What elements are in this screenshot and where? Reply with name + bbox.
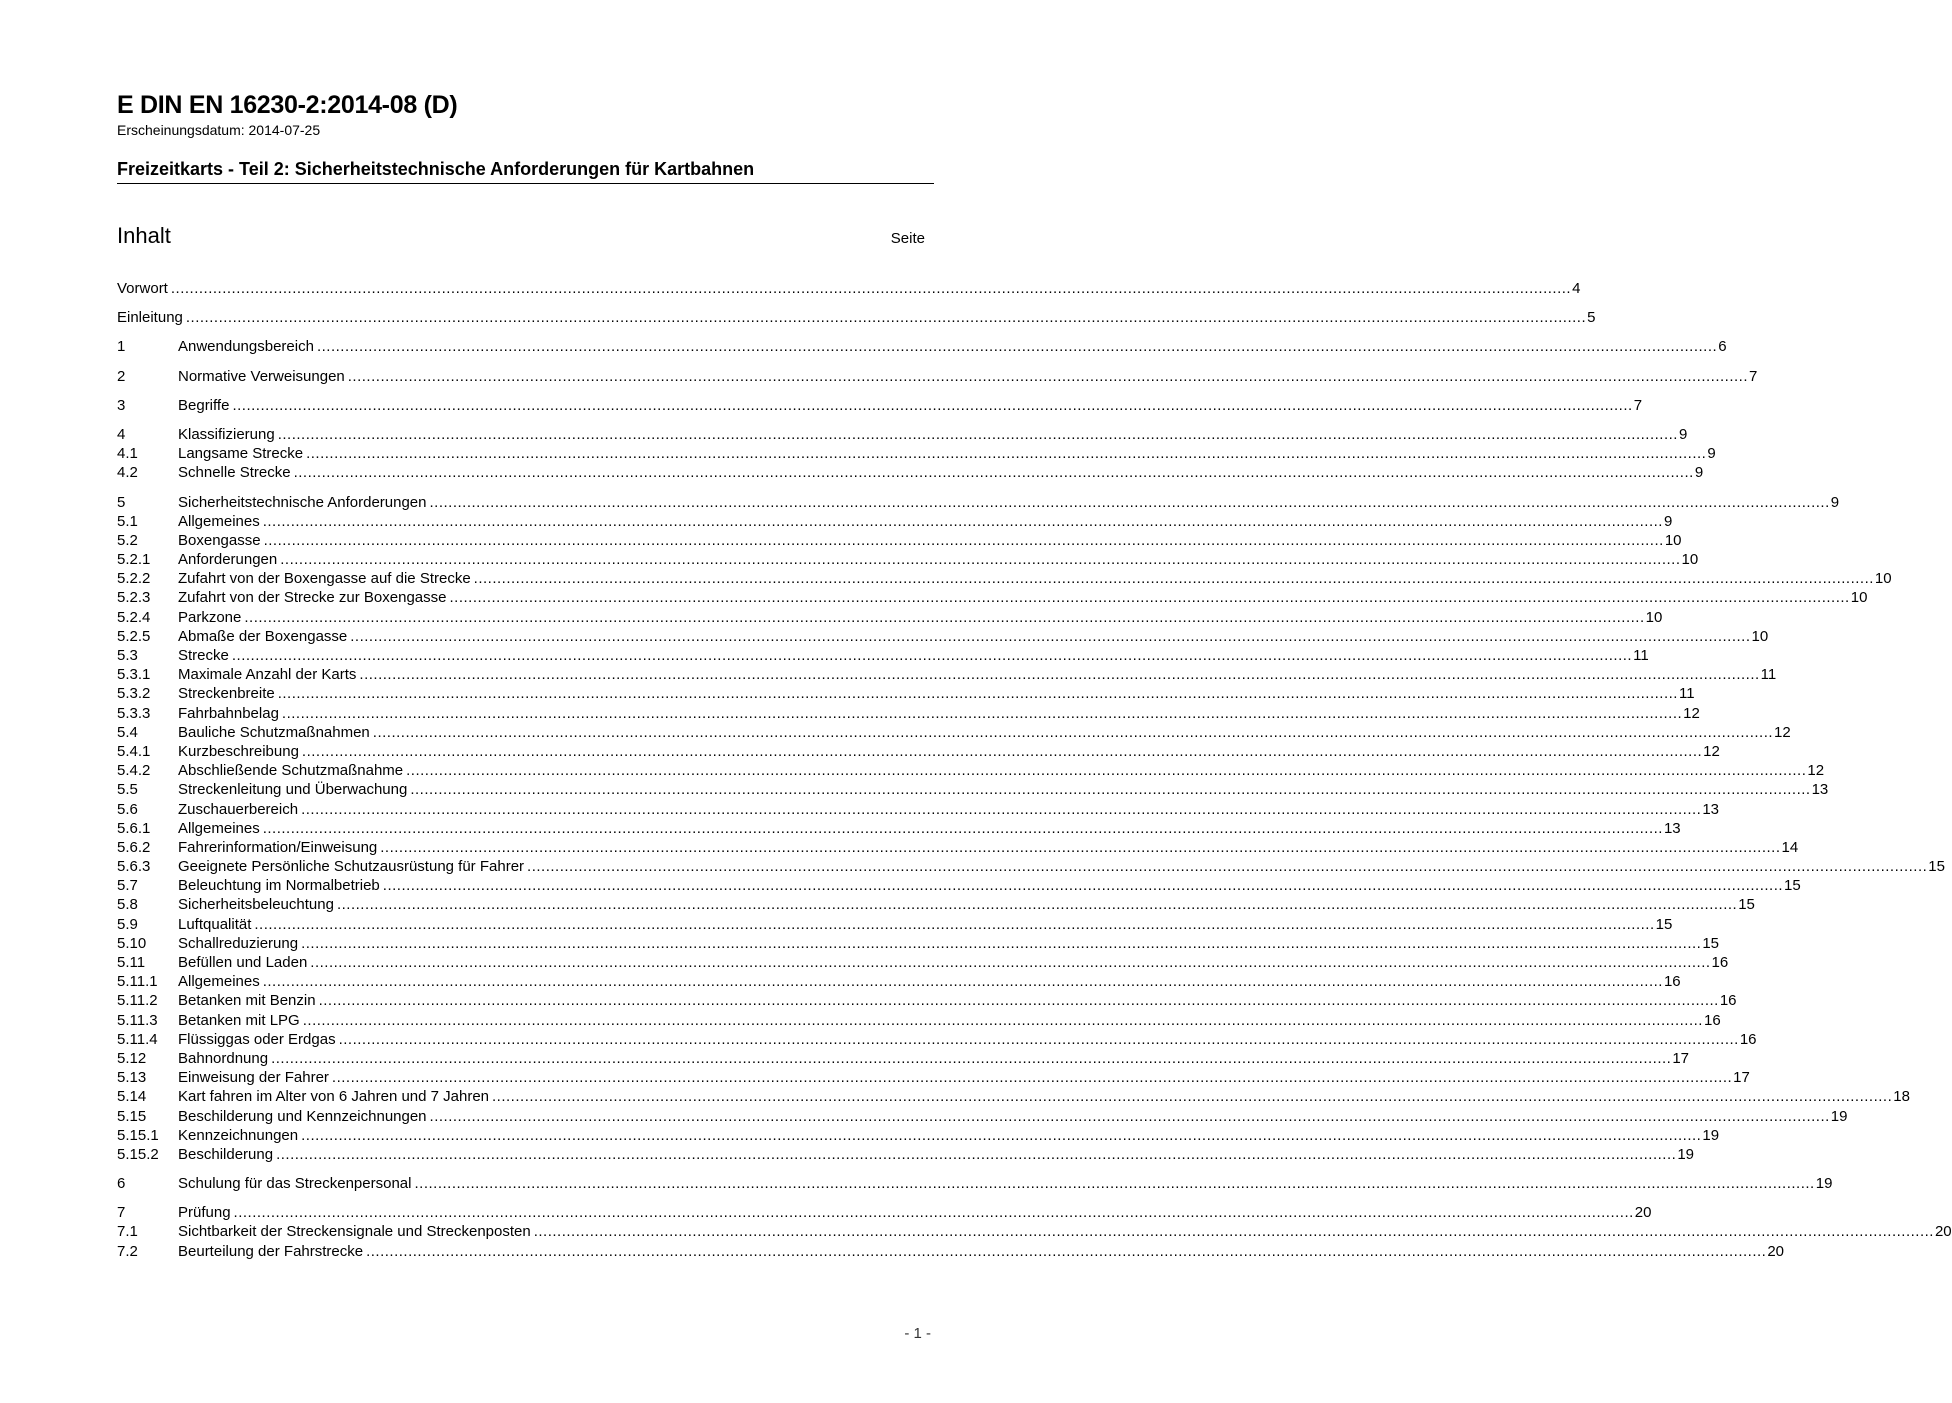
toc-entry-number: 5.2.4 bbox=[117, 608, 151, 626]
toc-entry[interactable] bbox=[117, 531, 1682, 550]
toc-entry-title: Maximale Anzahl der Karts bbox=[178, 666, 357, 684]
toc-entry[interactable] bbox=[117, 1030, 1757, 1049]
page-number: - 1 - bbox=[904, 1325, 931, 1342]
toc-entry-page: 20 bbox=[1767, 1242, 1785, 1260]
dot-leader: ............................................................................................................................................................................................................................................................................................................ bbox=[277, 685, 1678, 703]
toc-entry-title: Zufahrt von der Strecke zur Boxengasse bbox=[178, 589, 447, 607]
toc-entry-title: Begriffe bbox=[178, 396, 230, 414]
toc-entry[interactable] bbox=[117, 915, 1673, 934]
dot-leader: ............................................................................................................................................................................................................................................................................................................ bbox=[244, 608, 1645, 626]
toc-entry-title: Fahrbahnbelag bbox=[178, 704, 279, 722]
dot-leader: ............................................................................................................................................................................................................................................................................................................ bbox=[350, 627, 1751, 645]
toc-entry-title: Kurzbeschreibung bbox=[178, 742, 299, 760]
toc-entry-number: 7.1 bbox=[117, 1223, 138, 1241]
toc-entry[interactable] bbox=[117, 308, 1596, 327]
toc-entry-page: 11 bbox=[1760, 666, 1777, 684]
dot-leader: ............................................................................................................................................................................................................................................................................................................ bbox=[170, 280, 1572, 297]
toc-entry-page: 10 bbox=[1645, 608, 1663, 626]
toc-entry-title: Befüllen und Laden bbox=[178, 954, 308, 971]
toc-entry-page: 20 bbox=[1634, 1204, 1652, 1222]
table-of-contents bbox=[117, 279, 1952, 1271]
toc-entry-page: 4 bbox=[1572, 280, 1581, 297]
toc-entry-title: Anforderungen bbox=[178, 551, 278, 569]
toc-entry-page: 12 bbox=[1683, 704, 1700, 722]
toc-entry-number: 5.12 bbox=[117, 1049, 147, 1067]
toc-group bbox=[117, 425, 1716, 483]
dot-leader: ............................................................................................................................................................................................................................................................................................................ bbox=[293, 464, 1694, 482]
publication-date: Erscheinungsdatum: 2014-07-25 bbox=[117, 122, 321, 138]
toc-entry[interactable] bbox=[117, 1222, 1952, 1241]
toc-entry[interactable] bbox=[117, 934, 1720, 953]
toc-entry-title: Vorwort bbox=[117, 280, 168, 297]
toc-entry-title: Zuschauerbereich bbox=[178, 800, 299, 818]
dot-leader: ............................................................................................................................................................................................................................................................................................................ bbox=[316, 338, 1718, 356]
toc-entry-title: Sicherheitsbeleuchtung bbox=[178, 896, 334, 914]
toc-entry[interactable] bbox=[117, 684, 1695, 703]
toc-entry-title: Allgemeines bbox=[178, 512, 260, 530]
dot-leader: ............................................................................................................................................................................................................................................................................................................ bbox=[301, 1126, 1702, 1144]
toc-entry-number: 5.11.4 bbox=[117, 1030, 158, 1048]
toc-group bbox=[117, 1203, 1952, 1261]
dot-leader: ............................................................................................................................................................................................................................................................................................................ bbox=[301, 800, 1702, 818]
toc-entry[interactable] bbox=[117, 838, 1799, 857]
dot-leader: ............................................................................................................................................................................................................................................................................................................ bbox=[347, 367, 1749, 385]
toc-entry-page: 5 bbox=[1587, 309, 1596, 327]
toc-entry[interactable] bbox=[117, 337, 1727, 356]
toc-entry-title: Klassifizierung bbox=[178, 425, 275, 443]
toc-entry[interactable] bbox=[117, 800, 1720, 819]
toc-entry-number: 7.2 bbox=[117, 1242, 138, 1260]
toc-entry[interactable] bbox=[117, 1087, 1910, 1106]
dot-leader: ............................................................................................................................................................................................................................................................................................................ bbox=[338, 1030, 1739, 1048]
dot-leader: ............................................................................................................................................................................................................................................................................................................ bbox=[262, 512, 1663, 530]
dot-leader: ............................................................................................................................................................................................................................................................................................................ bbox=[301, 934, 1702, 952]
toc-entry[interactable] bbox=[117, 463, 1704, 482]
toc-entry-title: Betanken mit LPG bbox=[178, 1011, 300, 1029]
dot-leader: ............................................................................................................................................................................................................................................................................................................ bbox=[232, 396, 1633, 414]
toc-entry[interactable] bbox=[117, 1203, 1652, 1222]
dot-leader: ............................................................................................................................................................................................................................................................................................................ bbox=[318, 992, 1719, 1010]
dot-leader: ............................................................................................................................................................................................................................................................................................................ bbox=[473, 570, 1874, 588]
toc-entry-number: 7 bbox=[117, 1204, 126, 1222]
toc-entry-title: Strecke bbox=[178, 647, 229, 664]
dot-leader: ............................................................................................................................................................................................................................................................................................................ bbox=[263, 531, 1664, 549]
dot-leader: ............................................................................................................................................................................................................................................................................................................ bbox=[277, 425, 1678, 443]
toc-entry-title: Abschließende Schutzmaßnahme bbox=[178, 762, 404, 780]
dot-leader: ............................................................................................................................................................................................................................................................................................................ bbox=[527, 858, 1928, 876]
toc-entry[interactable] bbox=[117, 1174, 1833, 1193]
toc-entry-title: Beschilderung bbox=[178, 1145, 274, 1163]
toc-entry-number: 5.6.2 bbox=[117, 838, 151, 856]
toc-entry[interactable] bbox=[117, 1049, 1690, 1068]
toc-entry-number: 5.4.1 bbox=[117, 742, 151, 760]
toc-entry-number: 5.11.1 bbox=[117, 973, 158, 991]
dot-leader: ............................................................................................................................................................................................................................................................................................................ bbox=[336, 896, 1738, 914]
toc-entry-title: Kennzeichnungen bbox=[178, 1126, 299, 1144]
toc-entry-title: Boxengasse bbox=[178, 531, 261, 549]
toc-entry-page: 7 bbox=[1749, 367, 1758, 385]
dot-leader: ............................................................................................................................................................................................................................................................................................................ bbox=[310, 954, 1711, 971]
toc-entry-page: 15 bbox=[1928, 858, 1945, 876]
toc-entry-page: 13 bbox=[1702, 800, 1720, 818]
toc-entry-page: 12 bbox=[1774, 723, 1791, 741]
dot-leader: ............................................................................................................................................................................................................................................................................................................ bbox=[414, 1175, 1815, 1193]
toc-entry-title: Streckenbreite bbox=[178, 685, 275, 703]
toc-entry-title: Streckenleitung und Überwachung bbox=[178, 781, 408, 799]
toc-entry-title: Bahnordnung bbox=[178, 1049, 269, 1067]
dot-leader: ............................................................................................................................................................................................................................................................................................................ bbox=[231, 647, 1633, 664]
toc-entry-number: 5.2.2 bbox=[117, 570, 151, 588]
toc-entry-title: Luftqualität bbox=[178, 915, 252, 933]
toc-entry-number: 5.2.5 bbox=[117, 627, 151, 645]
toc-entry-page: 15 bbox=[1738, 896, 1755, 914]
toc-entry-page: 15 bbox=[1784, 877, 1801, 895]
dot-leader: ............................................................................................................................................................................................................................................................................................................ bbox=[185, 309, 1587, 327]
toc-entry-number: 5.15.2 bbox=[117, 1145, 159, 1163]
toc-entry-page: 15 bbox=[1702, 934, 1720, 952]
toc-entry[interactable] bbox=[117, 991, 1737, 1010]
dot-leader: ............................................................................................................................................................................................................................................................................................................ bbox=[366, 1242, 1767, 1260]
toc-group bbox=[117, 308, 1596, 327]
toc-entry[interactable] bbox=[117, 761, 1825, 780]
toc-entry-page: 6 bbox=[1718, 338, 1727, 356]
toc-entry-title: Allgemeines bbox=[178, 819, 260, 837]
toc-group bbox=[117, 367, 1758, 386]
document-subtitle: Freizeitkarts - Teil 2: Sicherheitstechnische Anforderungen für Kartbahnen bbox=[117, 159, 934, 184]
toc-entry-page: 9 bbox=[1663, 512, 1673, 530]
toc-entry-page: 13 bbox=[1811, 781, 1829, 799]
toc-entry-number: 5.3.1 bbox=[117, 666, 151, 684]
toc-entry-title: Sicherheitstechnische Anforderungen bbox=[178, 493, 427, 511]
toc-entry-number: 1 bbox=[117, 338, 126, 356]
toc-entry-number: 5.15 bbox=[117, 1107, 147, 1125]
toc-entry-page: 10 bbox=[1664, 531, 1682, 549]
toc-entry-page: 19 bbox=[1815, 1175, 1833, 1193]
toc-entry[interactable] bbox=[117, 493, 1840, 512]
page-column-label: Seite bbox=[890, 230, 925, 247]
toc-entry-number: 5.3.3 bbox=[117, 704, 151, 722]
toc-entry-number: 5.4.2 bbox=[117, 762, 151, 780]
toc-entry-page: 10 bbox=[1751, 627, 1769, 645]
toc-entry[interactable] bbox=[117, 1068, 1750, 1087]
toc-entry[interactable] bbox=[117, 550, 1699, 569]
toc-entry-number: 4 bbox=[117, 425, 126, 443]
toc-entry-page: 11 bbox=[1678, 685, 1695, 703]
toc-entry-page: 10 bbox=[1850, 589, 1868, 607]
toc-entry[interactable] bbox=[117, 876, 1801, 895]
toc-entry[interactable] bbox=[117, 704, 1700, 723]
toc-entry[interactable] bbox=[117, 608, 1663, 627]
toc-entry[interactable] bbox=[117, 646, 1649, 665]
toc-group bbox=[117, 396, 1643, 415]
toc-entry-number: 6 bbox=[117, 1175, 126, 1193]
toc-entry-number: 5 bbox=[117, 493, 126, 511]
toc-entry-number: 2 bbox=[117, 367, 126, 385]
toc-entry-title: Fahrerinformation/Einweisung bbox=[178, 838, 378, 856]
toc-entry[interactable] bbox=[117, 723, 1791, 742]
toc-entry[interactable] bbox=[117, 1011, 1721, 1030]
dot-leader: ............................................................................................................................................................................................................................................................................................................ bbox=[306, 445, 1707, 463]
toc-entry-number: 5.1 bbox=[117, 512, 138, 530]
toc-entry-number: 5.6.3 bbox=[117, 858, 151, 876]
toc-entry-title: Allgemeines bbox=[178, 973, 260, 991]
toc-entry[interactable] bbox=[117, 1145, 1694, 1164]
toc-entry-page: 10 bbox=[1874, 570, 1892, 588]
toc-entry-title: Bauliche Schutzmaßnahmen bbox=[178, 723, 370, 741]
dot-leader: ............................................................................................................................................................................................................................................................................................................ bbox=[262, 973, 1663, 991]
toc-entry-page: 20 bbox=[1934, 1223, 1952, 1241]
toc-entry-title: Betanken mit Benzin bbox=[178, 992, 316, 1010]
toc-entry[interactable] bbox=[117, 1242, 1785, 1261]
toc-entry[interactable] bbox=[117, 279, 1581, 298]
toc-entry-page: 16 bbox=[1703, 1011, 1721, 1029]
toc-entry-title: Einleitung bbox=[117, 309, 183, 327]
toc-entry-title: Schulung für das Streckenpersonal bbox=[178, 1175, 412, 1193]
toc-group bbox=[117, 1174, 1833, 1193]
toc-entry-number: 5.2.3 bbox=[117, 589, 151, 607]
toc-entry[interactable] bbox=[117, 780, 1829, 799]
dot-leader: ............................................................................................................................................................................................................................................................................................................ bbox=[380, 838, 1781, 856]
dot-leader: ............................................................................................................................................................................................................................................................................................................ bbox=[449, 589, 1850, 607]
toc-entry-number: 5.11.2 bbox=[117, 992, 158, 1010]
toc-entry[interactable] bbox=[117, 1126, 1720, 1145]
dot-leader: ............................................................................................................................................................................................................................................................................................................ bbox=[429, 493, 1830, 511]
dot-leader: ............................................................................................................................................................................................................................................................................................................ bbox=[281, 704, 1683, 722]
dot-leader: ............................................................................................................................................................................................................................................................................................................ bbox=[262, 819, 1663, 837]
dot-leader: ............................................................................................................................................................................................................................................................................................................ bbox=[382, 877, 1784, 895]
toc-entry-page: 9 bbox=[1678, 425, 1688, 443]
toc-entry-number: 5.4 bbox=[117, 723, 138, 741]
toc-entry-page: 12 bbox=[1807, 762, 1825, 780]
toc-entry-page: 9 bbox=[1694, 464, 1704, 482]
toc-heading: Inhalt bbox=[117, 223, 171, 248]
toc-entry-title: Zufahrt von der Boxengasse auf die Strecke bbox=[178, 570, 471, 588]
toc-entry-number: 5.2 bbox=[117, 531, 138, 549]
toc-entry[interactable] bbox=[117, 972, 1681, 991]
toc-entry-title: Anwendungsbereich bbox=[178, 338, 314, 356]
dot-leader: ............................................................................................................................................................................................................................................................................................................ bbox=[359, 666, 1760, 684]
toc-entry[interactable] bbox=[117, 1107, 1848, 1126]
toc-entry-number: 5.11.3 bbox=[117, 1011, 158, 1029]
toc-entry-page: 19 bbox=[1702, 1126, 1720, 1144]
dot-leader: ............................................................................................................................................................................................................................................................................................................ bbox=[280, 551, 1681, 569]
toc-entry-number: 5.3.2 bbox=[117, 685, 151, 703]
toc-entry-page: 14 bbox=[1781, 838, 1799, 856]
toc-entry-number: 5.2.1 bbox=[117, 551, 151, 569]
toc-entry-page: 11 bbox=[1633, 647, 1649, 664]
toc-entry-number: 5.7 bbox=[117, 877, 138, 895]
toc-entry-number: 5.10 bbox=[117, 934, 147, 952]
toc-group bbox=[117, 493, 1945, 1165]
toc-entry-page: 19 bbox=[1830, 1107, 1848, 1125]
toc-entry-page: 9 bbox=[1707, 445, 1716, 463]
toc-entry[interactable] bbox=[117, 953, 1729, 972]
toc-entry[interactable] bbox=[117, 895, 1755, 914]
toc-entry-page: 16 bbox=[1663, 973, 1681, 991]
toc-entry-title: Langsame Strecke bbox=[178, 445, 304, 463]
toc-entry[interactable] bbox=[117, 742, 1720, 761]
toc-entry[interactable] bbox=[117, 569, 1892, 588]
dot-leader: ............................................................................................................................................................................................................................................................................................................ bbox=[233, 1204, 1634, 1222]
toc-entry-page: 7 bbox=[1633, 396, 1643, 414]
toc-entry-number: 4.1 bbox=[117, 445, 138, 463]
toc-entry-number: 5.3 bbox=[117, 647, 138, 664]
dot-leader: ............................................................................................................................................................................................................................................................................................................ bbox=[301, 742, 1703, 760]
toc-entry-number: 5.14 bbox=[117, 1088, 147, 1106]
toc-entry-number: 5.6.1 bbox=[117, 819, 151, 837]
toc-entry-page: 16 bbox=[1711, 954, 1729, 971]
toc-entry-page: 18 bbox=[1893, 1088, 1910, 1106]
toc-entry[interactable] bbox=[117, 444, 1716, 463]
toc-entry-page: 17 bbox=[1672, 1049, 1690, 1067]
dot-leader: ............................................................................................................................................................................................................................................................................................................ bbox=[331, 1069, 1733, 1087]
toc-entry-title: Abmaße der Boxengasse bbox=[178, 627, 348, 645]
toc-entry-number: 5.13 bbox=[117, 1069, 147, 1087]
toc-entry-page: 16 bbox=[1719, 992, 1737, 1010]
toc-entry-number: 5.5 bbox=[117, 781, 138, 799]
toc-entry[interactable] bbox=[117, 396, 1643, 415]
toc-entry-title: Prüfung bbox=[178, 1204, 231, 1222]
toc-entry-title: Einweisung der Fahrer bbox=[178, 1069, 329, 1087]
document-id: E DIN EN 16230-2:2014-08 (D) bbox=[117, 91, 458, 119]
toc-entry[interactable] bbox=[117, 367, 1758, 386]
dot-leader: ............................................................................................................................................................................................................................................................................................................ bbox=[429, 1107, 1830, 1125]
toc-entry-number: 3 bbox=[117, 396, 126, 414]
toc-entry-page: 13 bbox=[1663, 819, 1681, 837]
toc-entry-number: 5.15.1 bbox=[117, 1126, 159, 1144]
toc-entry-page: 17 bbox=[1733, 1069, 1750, 1087]
toc-entry-page: 9 bbox=[1830, 493, 1840, 511]
dot-leader: ............................................................................................................................................................................................................................................................................................................ bbox=[406, 762, 1807, 780]
toc-entry[interactable] bbox=[117, 588, 1868, 607]
toc-entry-number: 5.11 bbox=[117, 954, 146, 971]
toc-entry-page: 19 bbox=[1677, 1145, 1694, 1163]
toc-entry[interactable] bbox=[117, 665, 1777, 684]
toc-entry-title: Geeignete Persönliche Schutzausrüstung für Fahrer bbox=[178, 858, 525, 876]
toc-entry-title: Schallreduzierung bbox=[178, 934, 299, 952]
toc-entry[interactable] bbox=[117, 425, 1688, 444]
toc-entry-number: 5.9 bbox=[117, 915, 138, 933]
toc-entry-page: 15 bbox=[1655, 915, 1673, 933]
toc-entry-title: Flüssiggas oder Erdgas bbox=[178, 1030, 336, 1048]
dot-leader: ............................................................................................................................................................................................................................................................................................................ bbox=[372, 723, 1774, 741]
toc-group bbox=[117, 337, 1727, 356]
toc-entry-title: Sichtbarkeit der Streckensignale und Streckenposten bbox=[178, 1223, 531, 1241]
toc-entry[interactable] bbox=[117, 627, 1769, 646]
toc-entry-number: 5.8 bbox=[117, 896, 138, 914]
toc-entry-number: 4.2 bbox=[117, 464, 138, 482]
toc-entry-page: 12 bbox=[1703, 742, 1720, 760]
toc-entry[interactable] bbox=[117, 512, 1673, 531]
toc-entry-title: Normative Verweisungen bbox=[178, 367, 345, 385]
toc-entry-page: 16 bbox=[1739, 1030, 1757, 1048]
dot-leader: ............................................................................................................................................................................................................................................................................................................ bbox=[276, 1145, 1677, 1163]
toc-group bbox=[117, 279, 1581, 298]
toc-entry-number: 5.6 bbox=[117, 800, 138, 818]
dot-leader: ............................................................................................................................................................................................................................................................................................................ bbox=[533, 1223, 1934, 1241]
dot-leader: ............................................................................................................................................................................................................................................................................................................ bbox=[302, 1011, 1703, 1029]
dot-leader: ............................................................................................................................................................................................................................................................................................................ bbox=[410, 781, 1811, 799]
toc-entry-title: Schnelle Strecke bbox=[178, 464, 291, 482]
toc-entry[interactable] bbox=[117, 857, 1945, 876]
toc-entry-title: Beleuchtung im Normalbetrieb bbox=[178, 877, 380, 895]
toc-entry-title: Parkzone bbox=[178, 608, 242, 626]
toc-entry-title: Beschilderung und Kennzeichnungen bbox=[178, 1107, 427, 1125]
dot-leader: ............................................................................................................................................................................................................................................................................................................ bbox=[492, 1088, 1893, 1106]
toc-entry-title: Beurteilung der Fahrstrecke bbox=[178, 1242, 364, 1260]
dot-leader: ............................................................................................................................................................................................................................................................................................................ bbox=[271, 1049, 1672, 1067]
toc-entry-page: 10 bbox=[1681, 551, 1699, 569]
dot-leader: ............................................................................................................................................................................................................................................................................................................ bbox=[254, 915, 1655, 933]
toc-entry-title: Kart fahren im Alter von 6 Jahren und 7 Jahren bbox=[178, 1088, 490, 1106]
toc-entry[interactable] bbox=[117, 819, 1681, 838]
